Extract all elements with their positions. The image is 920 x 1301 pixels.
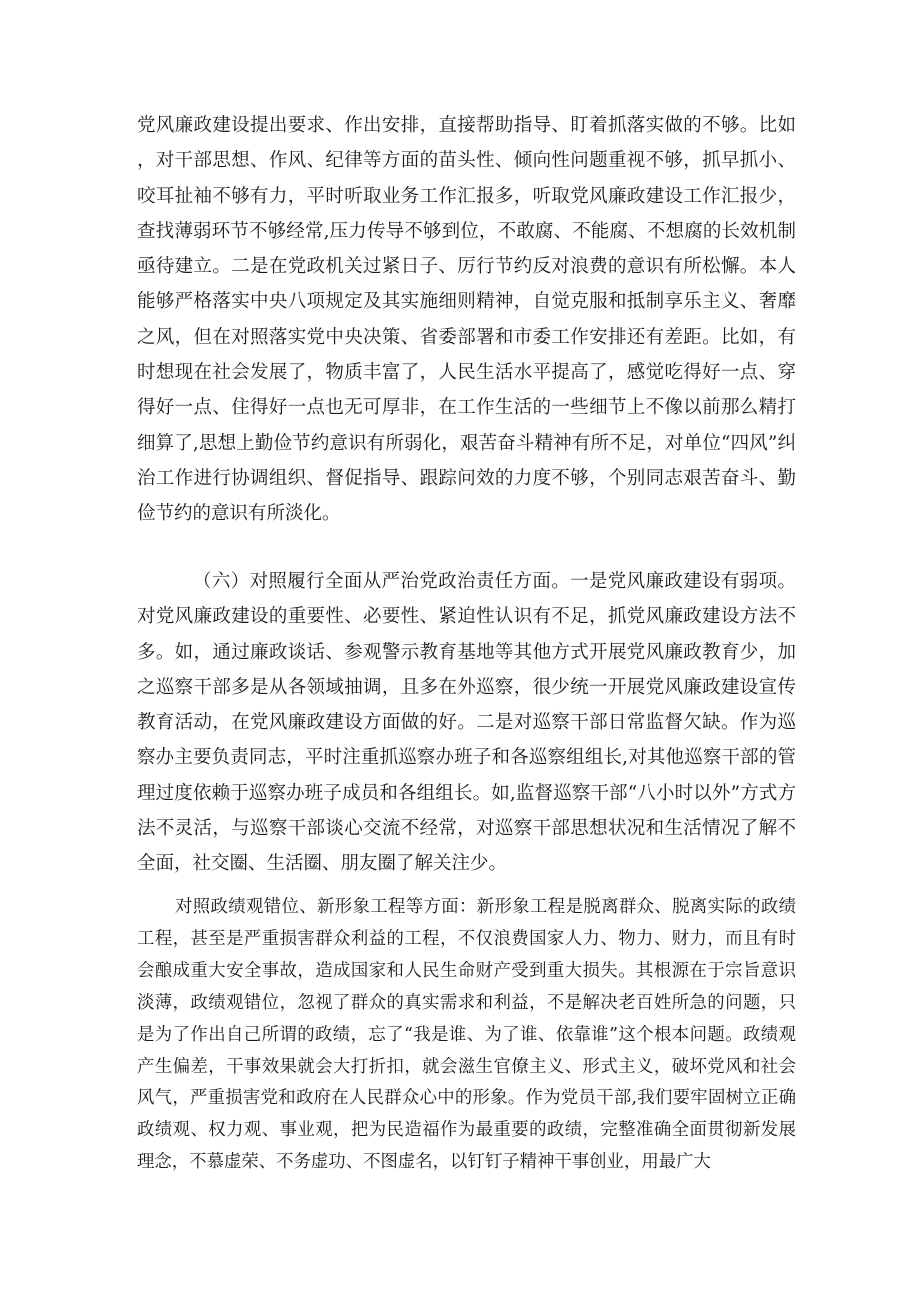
paragraph-performance-view: 对照政绩观错位、新形象工程等方面：新形象工程是脱离群众、脱离实际的政绩工程，甚至是严重损害群众利益的工程，不仅浪费国家人力、物力、财力，而且有时会酿成重大安全事故，造成国家和人民生命财产受到重大损失。其根源在于宗旨意识淡薄，政绩观错位，忽视了群众的真实需求和利益，不是解决老百姓所急的问题，只是为了作出自己所谓的政绩，忘了“我是谁、为了谁、依靠谁”这个根本问题。政绩观产生偏差，干事效果就会大打折扣，就会滋生官僚主义、形式主义，破坏党风和社会风气，严重损害党和政府在人民群众心中的形象。作为党员干部,我们要牢固树立正确政绩观、权力观、事业观，把为民造福作为最重要的政绩，完整准确全面贯彻新发展理念，不慕虚荣、不务虚功、不图虚名，以钉钉子精神干事创业，用最广大 <box>137 897 796 1173</box>
paragraph-clean-governance-continuation: 党风廉政建设提出要求、作出安排，直接帮助指导、盯着抓落实做的不够。比如，对干部思想、作风、纪律等方面的苗头性、倾向性问题重视不够，抓早抓小、咬耳扯袖不够有力，平时听取业务工作汇报多，听取党风廉政建设工作汇报少，查找薄弱环节不够经常,压力传导不够到位，不敢腐、不能腐、不想腐的长效机制亟待建立。二是在党政机关过紧日子、厉行节约反对浪费的意识有所松懈。本人能够严格落实中央八项规定及其实施细则精神，自觉克服和抵制享乐主义、奢靡之风，但在对照落实党中央决策、省委部署和市委工作安排还有差距。比如，有时想现在社会发展了，物质丰富了，人民生活水平提高了，感觉吃得好一点、穿得好一点、住得好一点也无可厚非，在工作生活的一些细节上不像以前那么精打细算了,思想上勤俭节约意识有所弱化，艰苦奋斗精神有所不足，对单位“四风”纠治工作进行协调组织、督促指导、跟踪问效的力度不够，个别同志艰苦奋斗、勤俭节约的意识有所淡化。 <box>137 115 796 525</box>
paragraph-section-six: （六）对照履行全面从严治党政治责任方面。一是党风廉政建设有弱项。对党风廉政建设的重要性、必要性、紧迫性认识有不足，抓党风廉政建设方法不多。如，通过廉政谈话、参观警示教育基地等其他方式开展党风廉政教育少，加之巡察干部多是从各领域抽调，且多在外巡察，很少统一开展党风廉政建设宣传教育活动，在党风廉政建设方面做的好。二是对巡察干部日常监督欠缺。作为巡察办主要负责同志，平时注重抓巡察办班子和各巡察组组长,对其他巡察干部的管理过度依赖于巡察办班子成员和各组组长。如,监督巡察干部“八小时以外”方式方法不灵活，与巡察干部谈心交流不经常，对巡察干部思想状况和生活情况了解不全面，社交圈、生活圈、朋友圈了解关注少。 <box>137 571 796 875</box>
